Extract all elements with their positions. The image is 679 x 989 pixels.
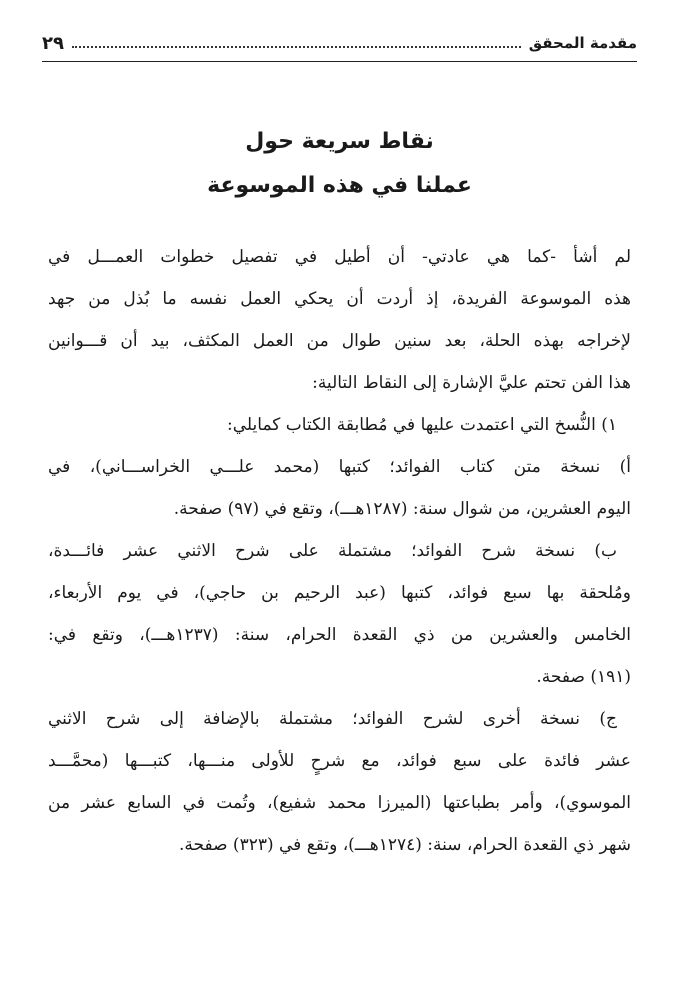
heading-line-2: عملنا في هذه الموسوعة bbox=[207, 173, 472, 198]
paragraph-line: لم أشأ -كما هي عادتي- أن أطيل في تفصيل خطوات العمـــل في bbox=[48, 247, 631, 267]
paragraph-line: ج) نسخة أخرى لشرح الفوائد؛ مشتملة بالإضافة إلى شرح الاثني bbox=[48, 709, 617, 729]
paragraph-line: هذه الموسوعة الفريدة، إذ أردت أن يحكي العمل نفسه ما بُذل من جهد bbox=[48, 289, 631, 309]
paragraph-line: اليوم العشرين، من شوال سنة: (١٢٨٧هـــ)، وتقع في (٩٧) صفحة. bbox=[173, 499, 631, 519]
paragraph-line: أ) نسخة متن كتاب الفوائد؛ كتبها (محمد علـــي الخراســـاني)، في bbox=[48, 457, 631, 477]
section-heading bbox=[42, 120, 637, 208]
heading-line-1: نقاط سريعة حول bbox=[245, 129, 434, 154]
paragraph-line: ومُلحقة بها سبع فوائد، كتبها (عبد الرحيم بن حاجي)، في يوم الأربعاء، bbox=[48, 583, 631, 603]
paragraph-line: لإخراجه بهذه الحلة، بعد سنين طوال من العمل المكثف، بيد أن قـــوانين bbox=[48, 331, 631, 351]
paragraph-line: ب) نسخة شرح الفوائد؛ مشتملة على شرح الاثني عشر فائـــدة، bbox=[48, 541, 617, 561]
paragraph-line: الموسوي)، وأمر بطباعتها (الميرزا محمد شفيع)، وتُمت في السابع عشر من bbox=[48, 793, 631, 813]
header-leader-dots bbox=[72, 45, 521, 48]
running-header bbox=[42, 26, 637, 56]
header-rule bbox=[42, 61, 637, 62]
body-text bbox=[48, 236, 631, 866]
paragraph-line: الخامس والعشرين من ذي القعدة الحرام، سنة: (١٢٣٧هـــ)، وتقع في: bbox=[48, 625, 631, 645]
paragraph-line: شهر ذي القعدة الحرام، سنة: (١٢٧٤هـــ)، وتقع في (٣٢٣) صفحة. bbox=[179, 835, 631, 855]
paragraph-line: (١٩١) صفحة. bbox=[536, 667, 631, 687]
paragraph-line: هذا الفن تحتم عليَّ الإشارة إلى النقاط التالية: bbox=[312, 373, 631, 393]
page-number: ٢٩ bbox=[42, 33, 64, 54]
paragraph-line: عشر فائدة على سبع فوائد، مع شرحٍ للأولى منـــها، كتبـــها (محمَّـــد bbox=[48, 751, 631, 771]
list-item-heading: ١) النُّسخ التي اعتمدت عليها في مُطابقة الكتاب كمايلي: bbox=[227, 415, 617, 435]
header-title: مقدمة المحقق bbox=[528, 34, 637, 52]
